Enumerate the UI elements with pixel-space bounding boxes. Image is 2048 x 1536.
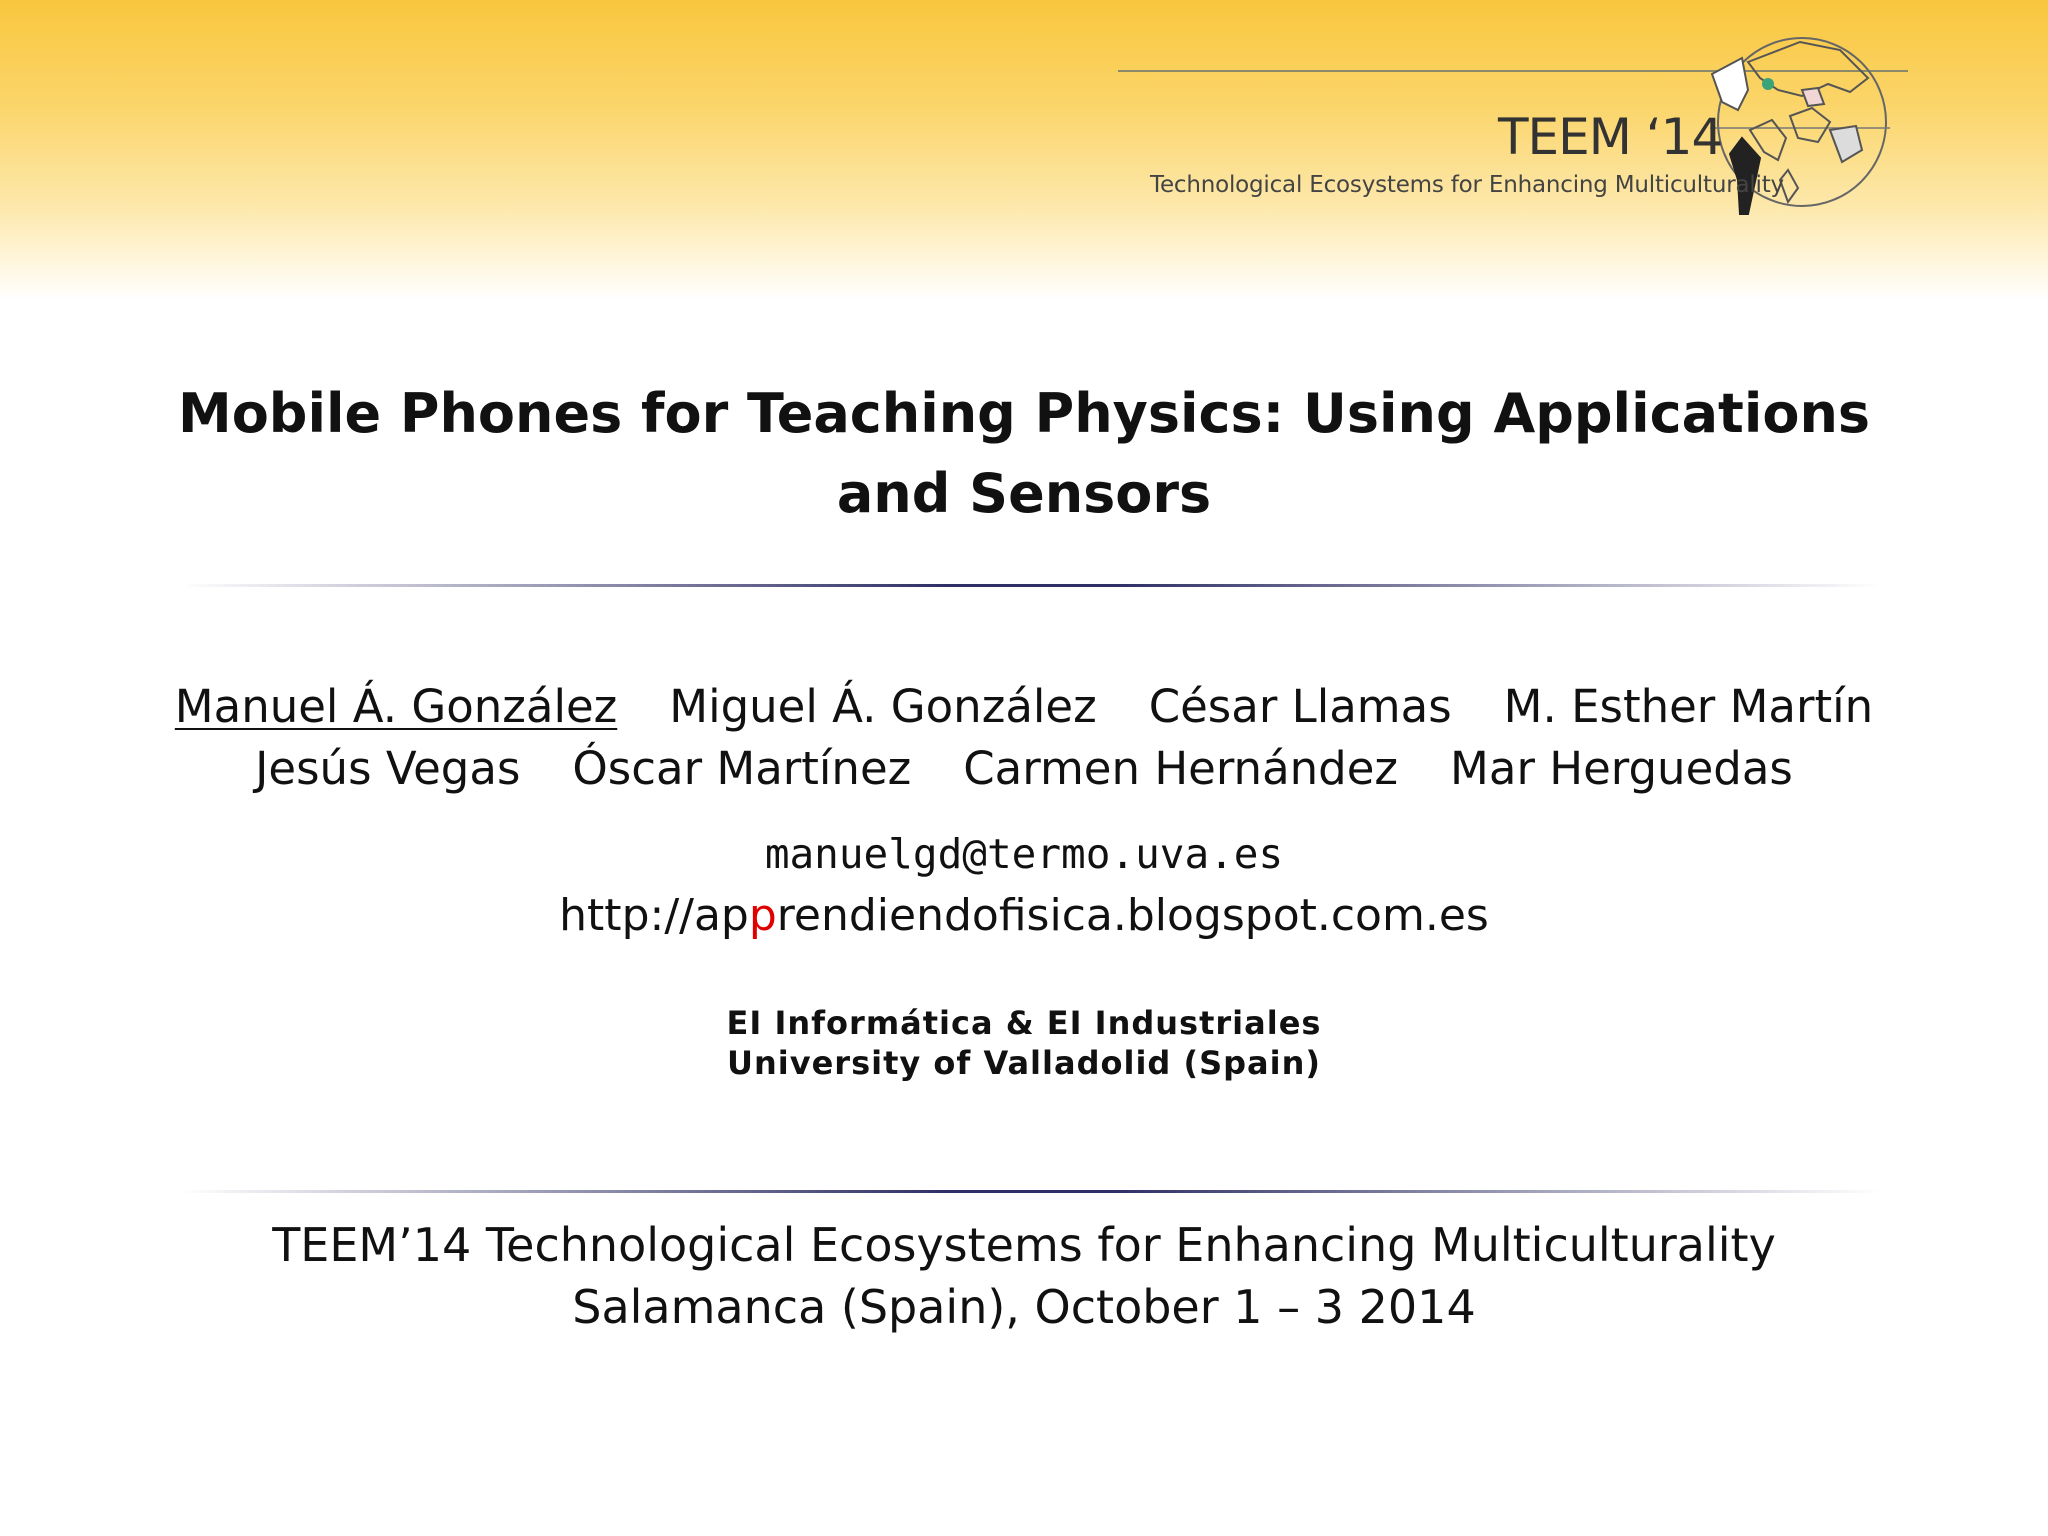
url-highlight: p xyxy=(748,890,777,941)
author-name: Manuel Á. González xyxy=(174,680,618,733)
logo-subtitle: Technological Ecosystems for Enhancing Multiculturality xyxy=(1150,172,1784,198)
url-suffix: rendiendofisica.blogspot.com.es xyxy=(776,890,1489,941)
author-name: M. Esther Martín xyxy=(1503,680,1874,733)
logo-title: TEEM ‘14 xyxy=(1498,108,1723,166)
author-name: Jesús Vegas xyxy=(255,742,521,795)
conference-place-date: Salamanca (Spain), October 1 – 3 2014 xyxy=(572,1280,1476,1334)
conference-name: TEEM’14 Technological Ecosystems for Enhancing Multiculturality xyxy=(272,1218,1776,1272)
url-prefix: http://ap xyxy=(559,890,749,941)
author-name: César Llamas xyxy=(1148,680,1452,733)
presentation-title: Mobile Phones for Teaching Physics: Using Applications and Sensors xyxy=(177,382,1871,525)
contact-email: manuelgd@termo.uva.es xyxy=(764,830,1284,878)
author-name: Óscar Martínez xyxy=(572,742,912,795)
author-name: Miguel Á. González xyxy=(669,680,1097,733)
divider-bottom xyxy=(180,1190,1880,1193)
authors-line-2 xyxy=(80,742,1968,795)
divider-top xyxy=(180,584,1880,587)
author-name: Carmen Hernández xyxy=(963,742,1399,795)
affiliation-line-1: EI Informática & EI Industriales xyxy=(726,1004,1322,1042)
author-name: Mar Herguedas xyxy=(1450,742,1793,795)
affiliation-line-2: University of Valladolid (Spain) xyxy=(727,1044,1321,1082)
authors-line-1 xyxy=(80,680,1968,733)
contact-url[interactable] xyxy=(0,890,2048,941)
